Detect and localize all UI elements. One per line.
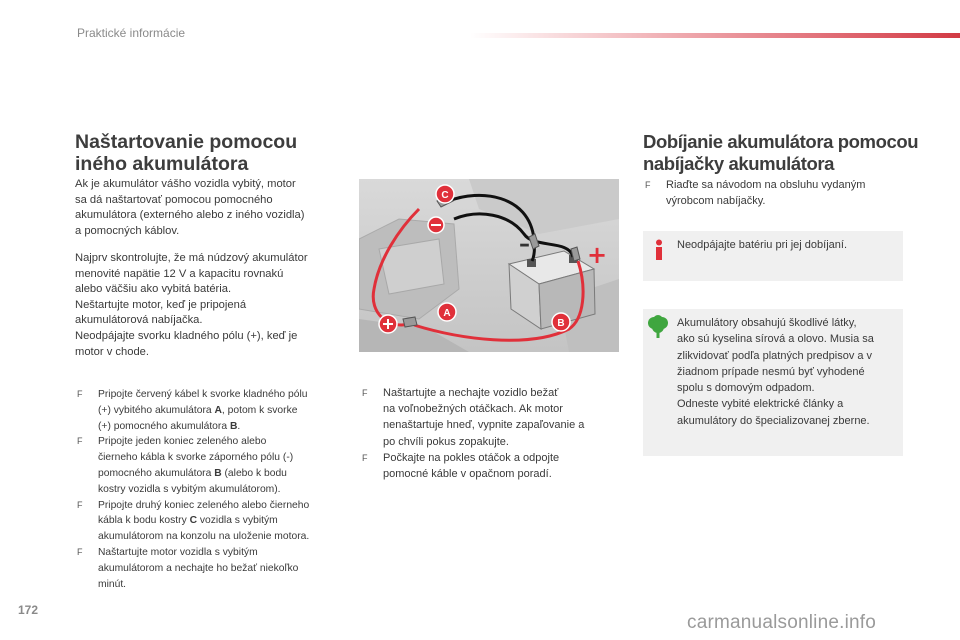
step-text: (+) vybitého akumulátora: [98, 404, 215, 416]
list-item: [77, 545, 352, 592]
minus-sign: –: [519, 232, 530, 257]
step-text: pomocné káble v opačnom poradí.: [383, 468, 552, 481]
marker-plus: [379, 315, 397, 333]
step-text: vozidla s vybitým: [197, 515, 278, 527]
left-heading-line-1: Naštartovanie pomocou: [75, 131, 298, 153]
step-text: pomocného akumulátora: [98, 467, 215, 479]
tree-icon: [647, 315, 669, 339]
marker-c-label: C: [441, 190, 449, 201]
marker-b-label: B: [557, 318, 565, 329]
right-heading: [643, 131, 918, 175]
check-line: motor v chode.: [75, 345, 149, 358]
bullet-icon: F: [362, 452, 368, 463]
bullet-icon: F: [645, 180, 651, 190]
eco-line: akumulátory do špecializovanej zberne.: [677, 414, 870, 427]
check-line: Neodpájajte svorku kladného pólu (+), keď je: [75, 329, 298, 342]
plus-sign: +: [587, 241, 608, 269]
left-steps-list: [77, 387, 352, 592]
right-step: [645, 177, 905, 209]
marker-a: [438, 303, 456, 321]
intro-paragraph: [75, 177, 345, 239]
check-line: alebo väčšiu ako vybitá batéria.: [75, 283, 232, 296]
step-text: Pripojte druhý koniec zeleného alebo čierneho: [98, 499, 310, 511]
step-text: kostry vozidla s vybitým akumulátorom).: [98, 483, 281, 495]
engine-bay-diagram: [359, 179, 619, 352]
step-text: (+) pomocného akumulátora: [98, 420, 230, 432]
step-text: Naštartujte motor vozidla s vybitým: [98, 546, 258, 558]
eco-line: zlikvidovať podľa platných predpisov a v: [677, 349, 873, 362]
intro-line: a pomocných káblov.: [75, 224, 180, 237]
step-text: kábla k bodu kostry: [98, 515, 190, 527]
info-note-text: Neodpájajte batériu pri jej dobíjaní.: [677, 239, 848, 251]
step-text: nenaštartuje hneď, vypnite zapaľovanie a: [383, 419, 585, 432]
info-icon: [653, 239, 665, 261]
marker-c: [436, 185, 454, 203]
list-item: [645, 177, 905, 209]
header-gradient-bar: [470, 33, 960, 38]
jump-start-illustration: [359, 179, 619, 352]
step-text: čierneho kábla k svorke záporného pólu (-): [98, 452, 294, 464]
bullet-icon: F: [77, 436, 83, 447]
step-text: Počkajte na pokles otáčok a odpojte: [383, 451, 560, 464]
step-text: minút.: [98, 578, 127, 590]
bullet-icon: F: [77, 499, 83, 510]
list-item: [77, 434, 352, 497]
step-text: Naštartujte a nechajte vozidlo bežať: [383, 387, 559, 399]
label-c: C: [189, 515, 198, 527]
intro-line: akumulátora (externého alebo z iného vozidla): [75, 209, 305, 222]
step-text: Pripojte červený kábel k svorke kladného pólu: [98, 389, 308, 400]
right-heading-line-1: Dobíjanie akumulátora pomocou: [643, 131, 919, 152]
check-line: Neštartujte motor, keď je pripojená: [75, 298, 247, 311]
step-text: Pripojte jeden koniec zeleného alebo: [98, 436, 267, 448]
list-item: [77, 498, 352, 545]
bullet-icon: F: [77, 546, 83, 557]
middle-steps-list: [362, 385, 622, 482]
bullet-icon: F: [362, 388, 368, 398]
step-text: výrobcom nabíjačky.: [666, 195, 766, 207]
marker-minus: [428, 217, 444, 233]
info-note-box: [643, 231, 903, 281]
step-text: po chvíli pokus zopakujte.: [383, 435, 509, 448]
list-item: [362, 450, 622, 482]
step-text: akumulátorom a nechajte ho bežať niekoľko: [98, 562, 299, 574]
step-text: (alebo k bodu: [221, 467, 287, 479]
intro-line: Ak je akumulátor vášho vozidla vybitý, motor: [75, 178, 296, 190]
check-line: menovité napätie 12 V a kapacitu rovnakú: [75, 267, 284, 280]
eco-line: žiadnom prípade nesmú byť vyhodené: [677, 365, 865, 378]
list-item: [77, 387, 352, 434]
watermark: carmanualsonline.info: [687, 612, 877, 633]
marker-a-label: A: [443, 308, 451, 319]
eco-note-text: [677, 315, 899, 429]
eco-line: Akumulátory obsahujú škodlivé látky,: [677, 317, 857, 329]
label-b: B: [214, 467, 222, 479]
step-text: akumulátorom na konzolu na uloženie motora.: [98, 531, 310, 543]
step-text: .: [237, 420, 241, 432]
eco-note-box: [643, 309, 903, 456]
step-text: na voľnobežných otáčkach. Ak motor: [383, 403, 563, 416]
check-line: Najprv skontrolujte, že má núdzový akumulátor: [75, 252, 308, 264]
eco-line: spolu s domovým odpadom.: [677, 382, 815, 395]
eco-line: ako sú kyselina sírová a olovo. Musia sa: [677, 333, 874, 346]
left-heading-line-2: iného akumulátora: [75, 153, 249, 175]
label-b: B: [229, 420, 238, 432]
check-paragraph: [75, 251, 345, 360]
eco-line: Odneste vybité elektrické články a: [677, 398, 844, 411]
left-heading: [75, 131, 297, 175]
page-number: 172: [18, 603, 39, 617]
bullet-icon: F: [77, 389, 83, 399]
right-heading-line-2: nabíjačky akumulátora: [643, 153, 835, 174]
check-line: akumulátorová nabíjačka.: [75, 314, 203, 327]
section-title: Praktické informácie: [77, 26, 186, 40]
step-text: , potom k svorke: [221, 404, 298, 416]
step-text: Riaďte sa návodom na obsluhu vydaným: [666, 179, 866, 191]
intro-line: sa dá naštartovať pomocou pomocného: [75, 193, 273, 206]
list-item: [362, 385, 622, 450]
marker-b: [552, 313, 570, 331]
label-a: A: [214, 404, 222, 416]
